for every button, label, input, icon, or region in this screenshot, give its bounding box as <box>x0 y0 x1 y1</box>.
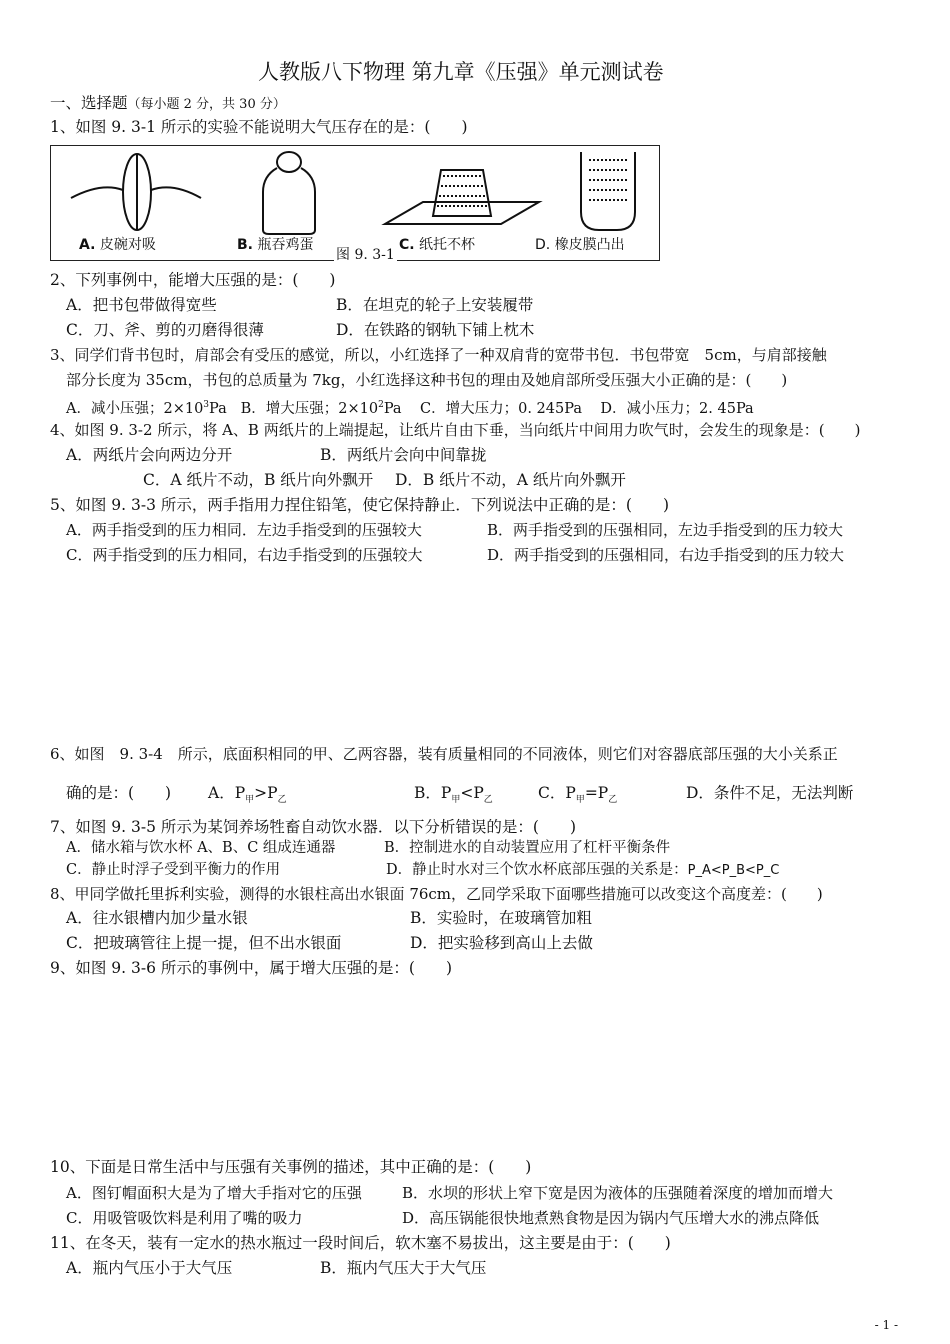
bottle-egg-drawing <box>263 152 315 234</box>
question-8-option-b: B．实验时，在玻璃管加粗 <box>410 909 592 927</box>
question-3-option-c: C．增大压力；0. 245Pa <box>420 400 582 417</box>
question-6-option-b: B．$P_甲<P_乙$ <box>414 784 493 806</box>
question-3-options <box>66 395 754 419</box>
question-3-line-2: 部分长度为 35cm，书包的总质量为 7kg，小红选择这种书包的理由及她肩部所受压强大小正确的是：( ) <box>66 371 788 389</box>
question-8-option-d: D．把实验移到高山上去做 <box>410 934 593 952</box>
question-3-option-a: A．减小压强；$2\times 10^3Pa$ <box>66 400 227 417</box>
section-title: 一、选择题 <box>50 94 128 112</box>
question-1: 1、如图 9. 3-1 所示的实验不能说明大气压存在的是：( ) <box>50 118 468 136</box>
question-7-option-a: A．储水箱与饮水杯 A、B、C 组成连通器 <box>66 840 336 856</box>
question-8-stem: 8、甲同学做托里拆利实验，测得的水银柱高出水银面 76cm，乙同学采取下面哪些措施可以改变这个高度差：( ) <box>50 885 823 903</box>
question-7-stem: 7、如图 9. 3-5 所示为某饲养场牲畜自动饮水器．以下分析错误的是：( ) <box>50 818 576 836</box>
question-11-option-a: A．瓶内气压小于大气压 <box>66 1259 233 1277</box>
question-4-option-b: B．两纸片会向中间靠拢 <box>320 446 487 464</box>
question-6-line-1: 6、如图 9. 3-4 所示，底面积相同的甲、乙两容器，装有质量相同的不同液体，则它们对容器底部压强的大小关系正 <box>50 745 838 763</box>
question-4-stem: 4、如图 9. 3-2 所示，将 A、B 两纸片的上端提起，让纸片自由下垂，当向纸片中间用力吹气时，会发生的现象是：( ) <box>50 421 861 439</box>
section-heading <box>50 93 286 115</box>
question-4-option-a: A．两纸片会向两边分开 <box>66 446 233 464</box>
section-note: （每小题 2 分，共 30 分） <box>127 97 286 112</box>
question-2-option-d: D．在铁路的钢轨下铺上枕木 <box>336 321 535 339</box>
figure-label-d: D. 橡皮膜凸出 <box>535 237 625 253</box>
question-3-line-1: 3、同学们背书包时，肩部会有受压的感觉，所以，小红选择了一种双肩背的宽带书包．书包带宽 5cm，与肩部接触 <box>50 346 827 364</box>
question-9-stem: 9、如图 9. 3-6 所示的事例中，属于增大压强的是：( ) <box>50 959 452 977</box>
question-2-stem: 2、下列事例中，能增大压强的是：( ) <box>50 271 336 289</box>
question-7-option-b: B．控制进水的自动装置应用了杠杆平衡条件 <box>384 840 671 856</box>
question-10-option-b: B．水坝的形状上窄下宽是因为液体的压强随着深度的增加而增大 <box>402 1184 834 1202</box>
figure-9-3-1 <box>50 145 660 261</box>
question-10-option-c: C．用吸管吸饮料是利用了嘴的吸力 <box>66 1209 303 1227</box>
question-6-option-d: D．条件不足，无法判断 <box>686 784 854 802</box>
page-number: - 1 - <box>874 1318 898 1332</box>
question-10-option-d: D．高压锅能很快地煮熟食物是因为锅内气压增大水的沸点降低 <box>402 1209 820 1227</box>
page-title: 人教版八下物理 第九章《压强》单元测试卷 <box>258 60 664 84</box>
question-2-option-c: C．刀、斧、剪的刃磨得很薄 <box>66 321 264 339</box>
suction-cups-drawing <box>71 154 201 230</box>
question-2-option-b: B．在坦克的轮子上安装履带 <box>336 296 534 314</box>
question-11-stem: 11、在冬天，装有一定水的热水瓶过一段时间后，软木塞不易拔出，这主要是由于：( ) <box>50 1234 671 1252</box>
question-5-option-d: D．两手指受到的压强相同，右边手指受到的压力较大 <box>487 546 845 564</box>
figure-label-c: C. 纸托不杯 <box>399 237 476 253</box>
paper-cup-drawing <box>385 170 539 224</box>
question-11-option-b: B．瓶内气压大于大气压 <box>320 1259 487 1277</box>
question-4-option-c: C．A 纸片不动，B 纸片向外飘开 <box>143 471 374 489</box>
question-5-option-c: C．两手指受到的压力相同，右边手指受到的压强较大 <box>66 546 423 564</box>
question-8-option-a: A．往水银槽内加少量水银 <box>66 909 248 927</box>
question-10-stem: 10、下面是日常生活中与压强有关事例的描述，其中正确的是：( ) <box>50 1158 532 1176</box>
question-6-line-2: 确的是：( ) <box>66 784 172 802</box>
question-10-option-a: A．图钉帽面积大是为了增大手指对它的压强 <box>66 1184 362 1202</box>
pressure-relation-formula: P_A<P_B<P_C <box>687 863 780 878</box>
question-7-option-d: D．静止时水对三个饮水杯底部压强的关系是：P_A<P_B<P_C <box>386 862 780 878</box>
figure-label-a: A. 皮碗对吸 <box>79 237 156 253</box>
question-6-option-c: C．$P_甲=P_乙$ <box>538 784 618 806</box>
question-5-option-a: A．两手指受到的压力相同．左边手指受到的压强较大 <box>66 521 422 539</box>
question-2-option-a: A．把书包带做得宽些 <box>66 296 217 314</box>
question-5-stem: 5、如图 9. 3-3 所示，两手指用力捏住铅笔，使它保持静止．下列说法中正确的是：( ) <box>50 496 669 514</box>
question-5-option-b: B．两手指受到的压强相同，左边手指受到的压力较大 <box>487 521 844 539</box>
rubber-film-drawing <box>581 152 635 230</box>
figure-label-b: B. 瓶吞鸡蛋 <box>237 237 314 253</box>
question-6-option-a: A．$P_甲>P_乙$ <box>208 784 287 806</box>
question-8-option-c: C．把玻璃管往上提一提，但不出水银面 <box>66 934 342 952</box>
question-4-option-d: D．B 纸片不动，A 纸片向外飘开 <box>395 471 626 489</box>
figure-caption: 图 9. 3-1 <box>334 244 397 264</box>
question-3-option-d: D．减小压力；2. 45Pa <box>600 400 754 417</box>
question-3-option-b: B．增大压强；$2\times 10^2Pa$ <box>240 400 402 417</box>
question-7-option-c: C．静止时浮子受到平衡力的作用 <box>66 862 281 878</box>
